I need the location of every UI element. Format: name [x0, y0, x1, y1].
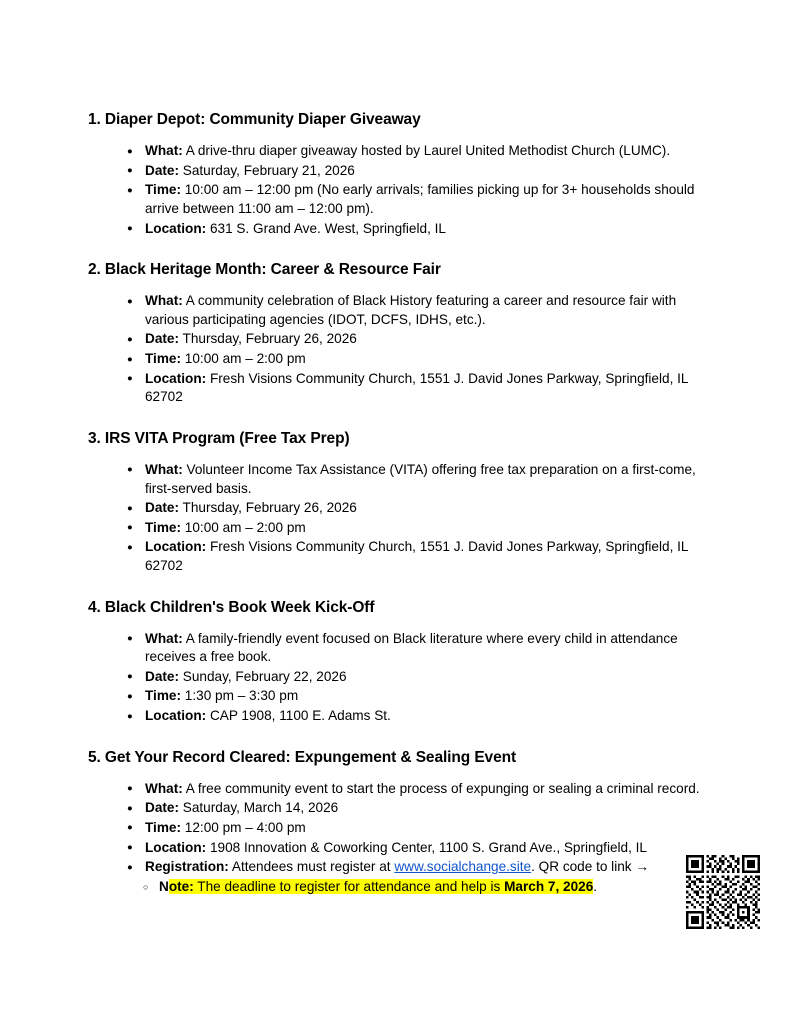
list-item [88, 819, 703, 838]
detail-value: Thursday, February 26, 2026 [182, 331, 357, 347]
event-section-1 [88, 110, 703, 238]
registration-qr-code[interactable] [686, 855, 760, 929]
list-item [88, 799, 703, 818]
event-details-list [88, 292, 703, 407]
note-label-first-char: N [159, 878, 169, 894]
detail-value: A family-friendly event focused on Black literature where every child in attendance receives a free book. [145, 630, 678, 665]
event-heading: 3. IRS VITA Program (Free Tax Prep) [88, 429, 350, 447]
event-heading: 1. Diaper Depot: Community Diaper Giveaway [88, 111, 421, 128]
list-item [88, 839, 703, 858]
detail-value: A free community event to start the process of expunging or sealing a criminal record. [185, 780, 700, 796]
detail-label: Time: [145, 688, 182, 704]
list-item [88, 370, 703, 407]
detail-label: Date: [145, 668, 179, 684]
detail-value: A community celebration of Black History featuring a career and resource fair with various participating agencies (IDOT, DCFS, IDHS, etc.). [145, 293, 677, 327]
event-details-list [88, 780, 703, 877]
list-item [88, 707, 703, 726]
detail-value: CAP 1908, 1100 E. Adams St. [209, 708, 391, 724]
list-item [88, 687, 703, 706]
event-section-2 [88, 260, 703, 407]
events-list [88, 110, 703, 896]
detail-value: Sunday, February 22, 2026 [182, 668, 347, 684]
detail-label: Time: [145, 351, 182, 367]
list-item [88, 220, 703, 239]
registration-link[interactable]: www.socialchange.site [394, 859, 532, 875]
registration-note-list [88, 878, 703, 897]
note-trailing: . [593, 878, 598, 894]
detail-label: Location: [145, 370, 207, 386]
list-item [88, 668, 703, 687]
note-label-rest: ote: [168, 878, 194, 894]
qr-code-icon [686, 855, 760, 929]
detail-value: 10:00 am – 2:00 pm [184, 519, 306, 535]
detail-label: Location: [145, 220, 207, 236]
event-section-4 [88, 598, 703, 726]
event-section-5 [88, 748, 703, 897]
detail-value: 12:00 pm – 4:00 pm [184, 819, 306, 835]
event-heading: 5. Get Your Record Cleared: Expungement & Sealing Event [88, 748, 517, 766]
detail-value: Fresh Visions Community Church, 1551 J. David Jones Parkway, Springfield, IL 62702 [145, 370, 688, 405]
detail-label: What: [145, 293, 183, 309]
detail-value: Saturday, March 14, 2026 [182, 800, 339, 816]
detail-label: What: [145, 630, 183, 646]
registration-text-before: Attendees must register at [231, 859, 395, 875]
detail-label: What: [145, 780, 183, 796]
list-item [88, 461, 703, 498]
detail-label: Time: [145, 819, 182, 835]
detail-label: Location: [145, 839, 207, 855]
detail-value: 10:00 am – 12:00 pm (No early arrivals; families picking up for 3+ households should arrive between 11:00 am – 12:00 pm). [145, 182, 695, 216]
list-item [88, 142, 703, 161]
detail-label: Location: [145, 539, 207, 555]
registration-label: Registration: [145, 859, 229, 875]
detail-label: Location: [145, 708, 207, 724]
note-deadline: March 7, 2026 [504, 878, 594, 894]
registration-item [88, 858, 703, 877]
detail-value: 1908 Innovation & Coworking Center, 1100 S. Grand Ave., Springfield, IL [209, 839, 647, 855]
detail-value: Volunteer Income Tax Assistance (VITA) offering free tax preparation on a first-come, first-served basis. [145, 461, 696, 496]
detail-label: Time: [145, 182, 182, 198]
list-item [88, 162, 703, 181]
detail-label: Date: [145, 331, 179, 347]
list-item [88, 181, 703, 218]
registration-text-after: . QR code to link → [531, 859, 649, 875]
event-details-list [88, 630, 703, 726]
list-item [88, 538, 703, 575]
event-details-list [88, 142, 703, 238]
detail-value: 631 S. Grand Ave. West, Springfield, IL [209, 220, 446, 236]
detail-label: Date: [145, 162, 179, 178]
list-item [88, 519, 703, 538]
detail-label: Date: [145, 800, 179, 816]
list-item [88, 292, 703, 329]
list-item [88, 780, 703, 799]
list-item [88, 330, 703, 349]
detail-value: Saturday, February 21, 2026 [182, 162, 355, 178]
event-details-list [88, 461, 703, 576]
event-section-3 [88, 429, 703, 576]
event-heading: 2. Black Heritage Month: Career & Resource Fair [88, 261, 441, 279]
detail-value: Thursday, February 26, 2026 [182, 500, 357, 516]
list-item [88, 350, 703, 369]
event-heading: 4. Black Children's Book Week Kick-Off [88, 598, 375, 616]
detail-value: Fresh Visions Community Church, 1551 J. David Jones Parkway, Springfield, IL 62702 [145, 539, 688, 573]
list-item-note [88, 878, 703, 897]
detail-value: 10:00 am – 2:00 pm [184, 351, 306, 367]
detail-value: A drive-thru diaper giveaway hosted by Laurel United Methodist Church (LUMC). [185, 143, 671, 159]
detail-value: 1:30 pm – 3:30 pm [184, 688, 299, 704]
detail-label: What: [145, 461, 183, 477]
detail-label: Time: [145, 519, 182, 535]
detail-label: What: [145, 143, 183, 159]
list-item [88, 630, 703, 667]
detail-label: Date: [145, 500, 179, 516]
list-item [88, 499, 703, 518]
note-text: The deadline to register for attendance and help is [193, 878, 505, 894]
